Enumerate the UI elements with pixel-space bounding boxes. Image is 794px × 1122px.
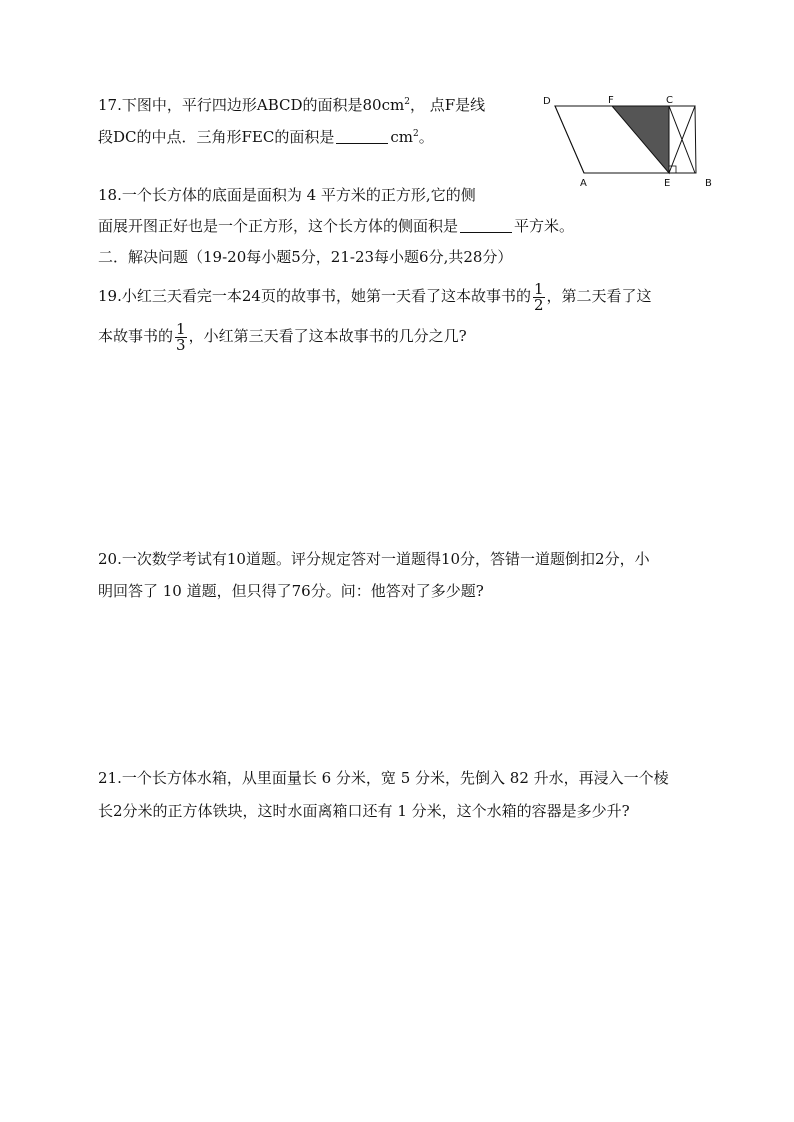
q17-line2: [98, 124, 434, 147]
frac1-denominator: 2: [533, 295, 544, 314]
frac2-denominator: 3: [176, 335, 186, 354]
fraction-one-half: [533, 279, 545, 314]
frac2-numerator: 1: [176, 319, 186, 338]
q18-text2b: 平方米。: [514, 217, 575, 235]
q18-text2a: 面展开图正好也是一个正方形，这个长方体的侧面积是: [98, 217, 459, 235]
label-c: C: [666, 95, 673, 106]
q21-line1: 21.一个长方体水箱，从里面量长 6 分米，宽 5 分米，先倒入 82 升水，再浸入一个棱: [98, 769, 669, 787]
parallelogram-figure: [536, 86, 726, 196]
q17-text1-tail: ， 点F是线: [409, 96, 486, 114]
q17-line1: [98, 92, 485, 115]
q17-sup2: 2: [412, 129, 419, 139]
q17-sup1: 2: [404, 97, 410, 107]
q20-line2: 明回答了 10 道题，但只得了76分。问：他答对了多少题?: [98, 582, 484, 600]
frac1-numerator: 1: [533, 279, 544, 298]
q19-text1a: 19.小红三天看完一本24页的故事书，她第一天看了这本故事书的: [98, 287, 531, 305]
q18-answer-blank[interactable]: [460, 217, 512, 233]
q17-text2: 段DC的中点．三角形FEC的面积是: [98, 128, 335, 146]
fraction-one-third: [175, 319, 187, 354]
q18-line1: 18.一个长方体的底面是面积为 4 平方米的正方形,它的侧: [98, 186, 476, 204]
q19-text1b: ，第二天看了这: [546, 287, 652, 305]
label-a: A: [580, 178, 587, 189]
q19-text2b: ，小红第三天看了这本故事书的几分之几?: [188, 327, 467, 345]
q19-text2a: 本故事书的: [98, 327, 174, 345]
q17-text1: 17.下图中，平行四边形ABCD的面积是80cm: [98, 96, 405, 114]
label-f: F: [608, 95, 614, 106]
q19-line1: [98, 276, 652, 316]
q17-unit: cm: [390, 128, 413, 146]
q20-line1: 20.一次数学考试有10道题。评分规定答对一道题得10分，答错一道题倒扣2分，小: [98, 550, 650, 568]
section2-heading: 二．解决问题（19-20每小题5分，21-23每小题6分,共28分）: [98, 248, 513, 266]
label-b: B: [705, 178, 712, 189]
q21-line2: 长2分米的正方体铁块，这时水面离箱口还有 1 分米，这个水箱的容器是多少升?: [98, 802, 630, 820]
label-e: E: [664, 178, 671, 189]
q18-line2: [98, 216, 574, 236]
q17-answer-blank[interactable]: [336, 128, 388, 144]
label-d: D: [543, 96, 551, 107]
q17-end: 。: [418, 128, 434, 146]
triangle-fec: [612, 106, 669, 173]
q19-line2: [98, 316, 467, 356]
